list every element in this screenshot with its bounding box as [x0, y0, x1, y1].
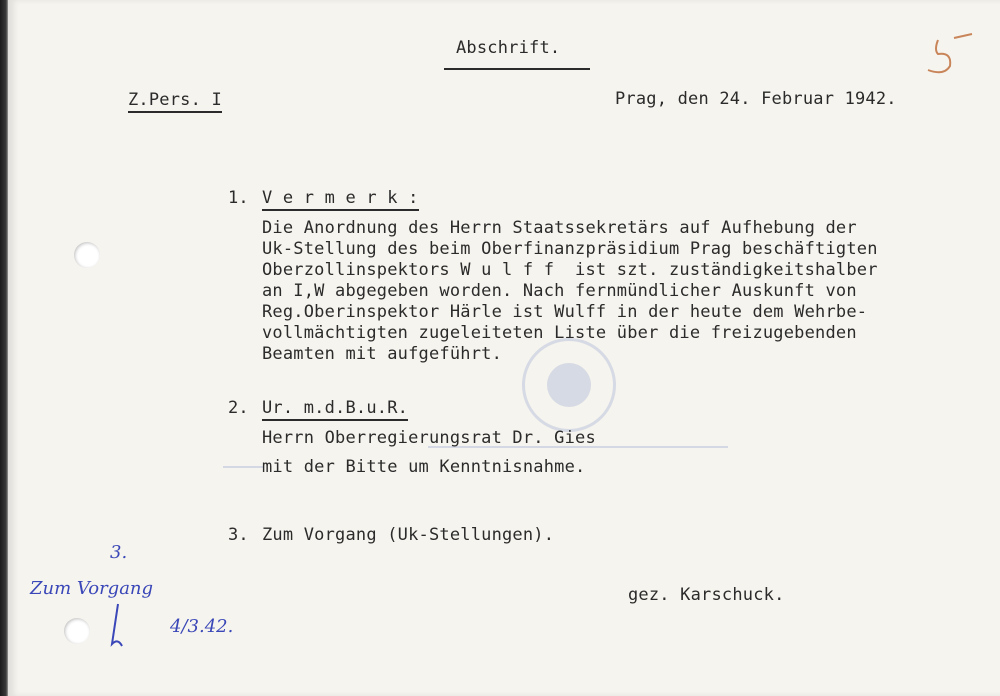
item-number: 1. [228, 188, 249, 208]
item-label: V e r m e r k : [262, 190, 419, 211]
item-number: 2. [228, 398, 249, 418]
place-and-date: Prag, den 24. Februar 1942. [615, 89, 897, 109]
heading-underline [444, 68, 590, 70]
punch-hole [64, 618, 90, 644]
item-line: Reg.Oberinspektor Härle ist Wulff in der heute dem Wehrbe- [262, 302, 868, 322]
punch-hole [74, 242, 100, 268]
handwritten-initial-mark [104, 600, 128, 650]
handwritten-note-number: 3. [110, 542, 128, 563]
handwritten-note-text: Zum Vorgang [30, 578, 154, 599]
item-text: Zum Vorgang (Uk-Stellungen). [262, 525, 555, 545]
signature: gez. Karschuck. [628, 585, 785, 605]
item-number: 3. [228, 525, 249, 545]
item-line: mit der Bitte um Kenntnisnahme. [262, 457, 586, 477]
item-line: an I,W abgegeben worden. Nach fernmündlicher Auskunft von [262, 281, 857, 301]
handwritten-note-date: 4/3.42. [170, 616, 234, 637]
faint-mark [223, 466, 263, 468]
item-line: Oberzollinspektors W u l f f ist szt. zuständigkeitshalber [262, 260, 878, 280]
item-line: Herrn Oberregierungsrat Dr. Gies [262, 428, 596, 448]
item-line: Beamten mit aufgeführt. [262, 344, 503, 364]
faded-stamp [522, 338, 616, 432]
item-label: Ur. m.d.B.u.R. [262, 400, 408, 421]
reference-code: Z.Pers. I [128, 92, 222, 113]
item-line: Uk-Stellung des beim Oberfinanzpräsidium Prag beschäftigten [262, 239, 878, 259]
document-heading: Abschrift. [456, 38, 561, 58]
page-number-mark [914, 30, 974, 80]
item-line: vollmächtigten zugeleiteten Liste über die freizugebenden [262, 323, 857, 343]
item-line: Die Anordnung des Herrn Staatssekretärs auf Aufhebung der [262, 218, 857, 238]
